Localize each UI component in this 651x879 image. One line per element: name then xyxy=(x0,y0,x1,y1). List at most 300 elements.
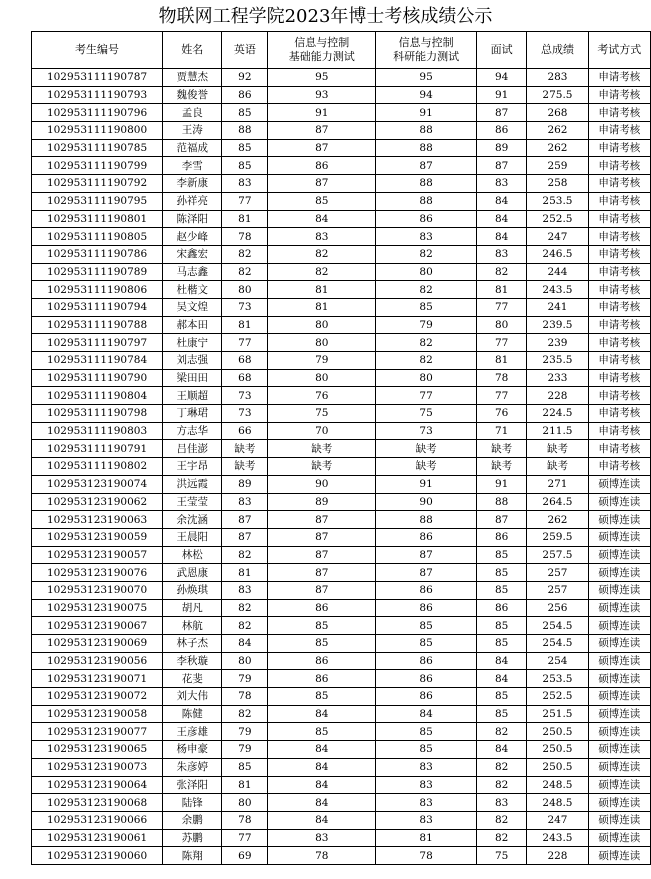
cell-id: 102953123190075 xyxy=(32,599,163,617)
table-row xyxy=(32,352,651,370)
cell-method: 申请考核 xyxy=(588,69,650,87)
cell-interview: 82 xyxy=(476,829,526,847)
header-interview: 面试 xyxy=(476,32,526,69)
cell-english: 78 xyxy=(222,688,268,706)
cell-name: 李新康 xyxy=(163,175,222,193)
cell-name: 余沈涵 xyxy=(163,511,222,529)
cell-name: 苏鹏 xyxy=(163,829,222,847)
cell-interview: 94 xyxy=(476,69,526,87)
cell-english: 80 xyxy=(222,281,268,299)
table-row xyxy=(32,175,651,193)
cell-english: 92 xyxy=(222,69,268,87)
cell-method: 申请考核 xyxy=(588,175,650,193)
cell-interview: 82 xyxy=(476,263,526,281)
cell-method: 硕博连读 xyxy=(588,847,650,865)
cell-total: 248.5 xyxy=(527,794,588,812)
cell-english: 83 xyxy=(222,175,268,193)
cell-research-test: 91 xyxy=(376,104,477,122)
cell-name: 杜楷文 xyxy=(163,281,222,299)
cell-id: 102953123190072 xyxy=(32,688,163,706)
cell-id: 102953123190065 xyxy=(32,741,163,759)
cell-basic-test: 89 xyxy=(268,493,376,511)
cell-total: 253.5 xyxy=(527,192,588,210)
cell-name: 贾慧杰 xyxy=(163,69,222,87)
cell-method: 硕博连读 xyxy=(588,758,650,776)
cell-total: 250.5 xyxy=(527,741,588,759)
cell-research-test: 85 xyxy=(376,617,477,635)
cell-basic-test: 87 xyxy=(268,511,376,529)
cell-english: 82 xyxy=(222,546,268,564)
table-row xyxy=(32,847,651,865)
cell-name: 孟良 xyxy=(163,104,222,122)
cell-total: 254.5 xyxy=(527,617,588,635)
cell-name: 吕佳澎 xyxy=(163,440,222,458)
cell-basic-test: 83 xyxy=(268,829,376,847)
cell-total: 233 xyxy=(527,369,588,387)
cell-research-test: 83 xyxy=(376,776,477,794)
table-row xyxy=(32,670,651,688)
cell-research-test: 81 xyxy=(376,829,477,847)
cell-interview: 82 xyxy=(476,723,526,741)
cell-interview: 81 xyxy=(476,352,526,370)
cell-basic-test: 84 xyxy=(268,210,376,228)
cell-total: 259.5 xyxy=(527,528,588,546)
cell-english: 66 xyxy=(222,422,268,440)
cell-english: 85 xyxy=(222,758,268,776)
cell-english: 85 xyxy=(222,139,268,157)
table-row xyxy=(32,794,651,812)
cell-name: 林松 xyxy=(163,546,222,564)
cell-method: 申请考核 xyxy=(588,334,650,352)
table-row xyxy=(32,440,651,458)
table-row xyxy=(32,635,651,653)
cell-name: 李雪 xyxy=(163,157,222,175)
table-row xyxy=(32,281,651,299)
table-row xyxy=(32,387,651,405)
cell-english: 82 xyxy=(222,263,268,281)
cell-basic-test: 76 xyxy=(268,387,376,405)
cell-id: 102953111190797 xyxy=(32,334,163,352)
cell-basic-test: 87 xyxy=(268,564,376,582)
cell-method: 申请考核 xyxy=(588,316,650,334)
cell-basic-test: 84 xyxy=(268,794,376,812)
cell-english: 78 xyxy=(222,228,268,246)
cell-name: 王彦雄 xyxy=(163,723,222,741)
cell-name: 陈泽阳 xyxy=(163,210,222,228)
header-basic-test xyxy=(268,32,376,69)
cell-method: 硕博连读 xyxy=(588,741,650,759)
cell-basic-test: 缺考 xyxy=(268,458,376,476)
header-id: 考生编号 xyxy=(32,32,163,69)
cell-research-test: 90 xyxy=(376,493,477,511)
cell-name: 陈翔 xyxy=(163,847,222,865)
cell-interview: 84 xyxy=(476,228,526,246)
cell-english: 77 xyxy=(222,192,268,210)
cell-id: 102953111190791 xyxy=(32,440,163,458)
cell-total: 257.5 xyxy=(527,546,588,564)
cell-id: 102953111190804 xyxy=(32,387,163,405)
cell-method: 申请考核 xyxy=(588,263,650,281)
cell-id: 102953123190059 xyxy=(32,528,163,546)
cell-interview: 71 xyxy=(476,422,526,440)
cell-basic-test: 80 xyxy=(268,334,376,352)
cell-id: 102953123190070 xyxy=(32,581,163,599)
cell-interview: 86 xyxy=(476,599,526,617)
cell-interview: 85 xyxy=(476,617,526,635)
table-row xyxy=(32,69,651,87)
table-row xyxy=(32,581,651,599)
cell-method: 申请考核 xyxy=(588,86,650,104)
cell-basic-test: 90 xyxy=(268,475,376,493)
table-row xyxy=(32,157,651,175)
cell-name: 孙焕琪 xyxy=(163,581,222,599)
cell-basic-test: 84 xyxy=(268,705,376,723)
cell-total: 275.5 xyxy=(527,86,588,104)
cell-english: 80 xyxy=(222,652,268,670)
cell-total: 211.5 xyxy=(527,422,588,440)
cell-method: 申请考核 xyxy=(588,122,650,140)
cell-name: 魏俊誉 xyxy=(163,86,222,104)
cell-research-test: 73 xyxy=(376,422,477,440)
table-body xyxy=(32,69,651,865)
cell-research-test: 87 xyxy=(376,157,477,175)
cell-total: 243.5 xyxy=(527,829,588,847)
cell-id: 102953123190061 xyxy=(32,829,163,847)
cell-total: 283 xyxy=(527,69,588,87)
cell-method: 硕博连读 xyxy=(588,652,650,670)
cell-total: 246.5 xyxy=(527,245,588,263)
cell-interview: 84 xyxy=(476,192,526,210)
header-basic-line2: 基础能力测试 xyxy=(288,50,355,63)
cell-research-test: 75 xyxy=(376,405,477,423)
table-row xyxy=(32,811,651,829)
cell-method: 申请考核 xyxy=(588,387,650,405)
cell-id: 102953111190786 xyxy=(32,245,163,263)
cell-method: 申请考核 xyxy=(588,405,650,423)
cell-research-test: 85 xyxy=(376,723,477,741)
cell-basic-test: 84 xyxy=(268,741,376,759)
cell-total: 缺考 xyxy=(527,440,588,458)
cell-basic-test: 81 xyxy=(268,281,376,299)
cell-name: 丁琳珺 xyxy=(163,405,222,423)
cell-interview: 84 xyxy=(476,670,526,688)
cell-basic-test: 85 xyxy=(268,192,376,210)
cell-english: 77 xyxy=(222,334,268,352)
table-row xyxy=(32,104,651,122)
cell-method: 申请考核 xyxy=(588,458,650,476)
cell-method: 硕博连读 xyxy=(588,617,650,635)
cell-research-test: 88 xyxy=(376,122,477,140)
cell-name: 余鹏 xyxy=(163,811,222,829)
cell-interview: 81 xyxy=(476,281,526,299)
cell-research-test: 78 xyxy=(376,847,477,865)
cell-interview: 85 xyxy=(476,705,526,723)
cell-research-test: 88 xyxy=(376,175,477,193)
cell-research-test: 82 xyxy=(376,352,477,370)
cell-total: 262 xyxy=(527,122,588,140)
cell-id: 102953111190785 xyxy=(32,139,163,157)
cell-method: 硕博连读 xyxy=(588,705,650,723)
cell-method: 申请考核 xyxy=(588,281,650,299)
cell-interview: 84 xyxy=(476,652,526,670)
cell-basic-test: 缺考 xyxy=(268,440,376,458)
cell-method: 硕博连读 xyxy=(588,599,650,617)
cell-interview: 86 xyxy=(476,528,526,546)
cell-id: 102953111190784 xyxy=(32,352,163,370)
cell-interview: 82 xyxy=(476,776,526,794)
table-row xyxy=(32,829,651,847)
cell-name: 梁田田 xyxy=(163,369,222,387)
cell-name: 宋鑫宏 xyxy=(163,245,222,263)
cell-research-test: 82 xyxy=(376,281,477,299)
page-title: 物联网工程学院2023年博士考核成绩公示 xyxy=(158,6,493,27)
cell-name: 马志鑫 xyxy=(163,263,222,281)
cell-english: 84 xyxy=(222,635,268,653)
cell-english: 85 xyxy=(222,157,268,175)
cell-id: 102953111190792 xyxy=(32,175,163,193)
cell-total: 259 xyxy=(527,157,588,175)
cell-basic-test: 86 xyxy=(268,652,376,670)
cell-name: 孙祥亮 xyxy=(163,192,222,210)
cell-id: 102953111190795 xyxy=(32,192,163,210)
cell-english: 69 xyxy=(222,847,268,865)
header-research-test xyxy=(376,32,477,69)
cell-research-test: 82 xyxy=(376,245,477,263)
cell-method: 硕博连读 xyxy=(588,528,650,546)
cell-english: 82 xyxy=(222,599,268,617)
cell-method: 硕博连读 xyxy=(588,794,650,812)
cell-english: 缺考 xyxy=(222,440,268,458)
table-row xyxy=(32,493,651,511)
cell-english: 85 xyxy=(222,104,268,122)
cell-interview: 84 xyxy=(476,741,526,759)
cell-basic-test: 91 xyxy=(268,104,376,122)
cell-total: 239.5 xyxy=(527,316,588,334)
cell-english: 81 xyxy=(222,210,268,228)
cell-english: 79 xyxy=(222,723,268,741)
cell-english: 81 xyxy=(222,564,268,582)
cell-english: 80 xyxy=(222,794,268,812)
cell-id: 102953111190794 xyxy=(32,298,163,316)
cell-method: 硕博连读 xyxy=(588,688,650,706)
cell-interview: 84 xyxy=(476,210,526,228)
cell-total: 239 xyxy=(527,334,588,352)
cell-research-test: 88 xyxy=(376,139,477,157)
cell-total: 244 xyxy=(527,263,588,281)
cell-basic-test: 82 xyxy=(268,263,376,281)
cell-english: 79 xyxy=(222,670,268,688)
cell-english: 79 xyxy=(222,741,268,759)
cell-interview: 85 xyxy=(476,581,526,599)
cell-method: 申请考核 xyxy=(588,298,650,316)
cell-name: 朱彦婷 xyxy=(163,758,222,776)
cell-id: 102953111190787 xyxy=(32,69,163,87)
header-method: 考试方式 xyxy=(588,32,650,69)
cell-id: 102953123190058 xyxy=(32,705,163,723)
cell-id: 102953123190071 xyxy=(32,670,163,688)
cell-english: 缺考 xyxy=(222,458,268,476)
cell-method: 申请考核 xyxy=(588,440,650,458)
cell-id: 102953111190788 xyxy=(32,316,163,334)
cell-basic-test: 87 xyxy=(268,528,376,546)
cell-interview: 91 xyxy=(476,475,526,493)
cell-research-test: 91 xyxy=(376,475,477,493)
cell-basic-test: 75 xyxy=(268,405,376,423)
cell-method: 硕博连读 xyxy=(588,635,650,653)
cell-interview: 87 xyxy=(476,157,526,175)
cell-method: 硕博连读 xyxy=(588,493,650,511)
cell-method: 申请考核 xyxy=(588,139,650,157)
cell-research-test: 82 xyxy=(376,334,477,352)
cell-name: 胡凡 xyxy=(163,599,222,617)
cell-interview: 75 xyxy=(476,847,526,865)
cell-basic-test: 70 xyxy=(268,422,376,440)
cell-interview: 89 xyxy=(476,139,526,157)
cell-interview: 76 xyxy=(476,405,526,423)
cell-total: 缺考 xyxy=(527,458,588,476)
table-row xyxy=(32,688,651,706)
cell-research-test: 85 xyxy=(376,298,477,316)
cell-name: 王晨阳 xyxy=(163,528,222,546)
cell-basic-test: 84 xyxy=(268,758,376,776)
cell-english: 81 xyxy=(222,776,268,794)
cell-total: 251.5 xyxy=(527,705,588,723)
cell-english: 78 xyxy=(222,811,268,829)
cell-id: 102953123190062 xyxy=(32,493,163,511)
cell-research-test: 79 xyxy=(376,316,477,334)
cell-interview: 83 xyxy=(476,794,526,812)
cell-id: 102953123190069 xyxy=(32,635,163,653)
cell-name: 王顺超 xyxy=(163,387,222,405)
cell-method: 硕博连读 xyxy=(588,546,650,564)
cell-interview: 86 xyxy=(476,122,526,140)
cell-name: 陆锋 xyxy=(163,794,222,812)
cell-id: 102953111190806 xyxy=(32,281,163,299)
cell-basic-test: 85 xyxy=(268,723,376,741)
cell-total: 268 xyxy=(527,104,588,122)
cell-id: 102953111190805 xyxy=(32,228,163,246)
cell-research-test: 77 xyxy=(376,387,477,405)
cell-name: 王宇昂 xyxy=(163,458,222,476)
cell-english: 87 xyxy=(222,511,268,529)
cell-method: 申请考核 xyxy=(588,228,650,246)
cell-id: 102953111190799 xyxy=(32,157,163,175)
cell-basic-test: 84 xyxy=(268,811,376,829)
cell-id: 102953111190796 xyxy=(32,104,163,122)
cell-basic-test: 83 xyxy=(268,228,376,246)
cell-research-test: 84 xyxy=(376,705,477,723)
cell-total: 224.5 xyxy=(527,405,588,423)
cell-total: 241 xyxy=(527,298,588,316)
header-basic-line1: 信息与控制 xyxy=(294,36,350,49)
cell-interview: 85 xyxy=(476,635,526,653)
cell-basic-test: 84 xyxy=(268,776,376,794)
cell-total: 262 xyxy=(527,139,588,157)
cell-english: 68 xyxy=(222,369,268,387)
cell-method: 硕博连读 xyxy=(588,564,650,582)
cell-id: 102953123190056 xyxy=(32,652,163,670)
cell-research-test: 80 xyxy=(376,369,477,387)
cell-id: 102953123190077 xyxy=(32,723,163,741)
cell-english: 82 xyxy=(222,617,268,635)
table-row xyxy=(32,316,651,334)
cell-research-test: 83 xyxy=(376,228,477,246)
cell-id: 102953123190060 xyxy=(32,847,163,865)
cell-interview: 88 xyxy=(476,493,526,511)
cell-interview: 82 xyxy=(476,811,526,829)
table-row xyxy=(32,334,651,352)
cell-basic-test: 85 xyxy=(268,688,376,706)
cell-basic-test: 86 xyxy=(268,670,376,688)
cell-interview: 85 xyxy=(476,688,526,706)
cell-research-test: 86 xyxy=(376,688,477,706)
cell-name: 武恩康 xyxy=(163,564,222,582)
table-row xyxy=(32,564,651,582)
cell-total: 252.5 xyxy=(527,210,588,228)
cell-total: 254.5 xyxy=(527,635,588,653)
cell-research-test: 95 xyxy=(376,69,477,87)
cell-name: 吴文煌 xyxy=(163,298,222,316)
cell-interview: 80 xyxy=(476,316,526,334)
cell-english: 77 xyxy=(222,829,268,847)
cell-interview: 83 xyxy=(476,245,526,263)
cell-english: 88 xyxy=(222,122,268,140)
cell-research-test: 85 xyxy=(376,741,477,759)
cell-research-test: 94 xyxy=(376,86,477,104)
cell-name: 林子杰 xyxy=(163,635,222,653)
cell-basic-test: 87 xyxy=(268,122,376,140)
cell-interview: 87 xyxy=(476,511,526,529)
cell-name: 李秋璇 xyxy=(163,652,222,670)
table-row xyxy=(32,192,651,210)
cell-method: 申请考核 xyxy=(588,422,650,440)
cell-english: 68 xyxy=(222,352,268,370)
table-header-row xyxy=(32,32,651,69)
table-row xyxy=(32,511,651,529)
cell-research-test: 88 xyxy=(376,192,477,210)
cell-english: 81 xyxy=(222,316,268,334)
cell-name: 花斐 xyxy=(163,670,222,688)
cell-research-test: 86 xyxy=(376,581,477,599)
table-row xyxy=(32,369,651,387)
cell-total: 243.5 xyxy=(527,281,588,299)
table-row xyxy=(32,652,651,670)
table-row xyxy=(32,86,651,104)
cell-id: 102953123190068 xyxy=(32,794,163,812)
cell-basic-test: 87 xyxy=(268,139,376,157)
cell-english: 83 xyxy=(222,493,268,511)
table-row xyxy=(32,263,651,281)
cell-basic-test: 86 xyxy=(268,599,376,617)
cell-interview: 87 xyxy=(476,104,526,122)
cell-english: 83 xyxy=(222,581,268,599)
cell-total: 250.5 xyxy=(527,758,588,776)
cell-interview: 82 xyxy=(476,758,526,776)
table-row xyxy=(32,122,651,140)
table-row xyxy=(32,210,651,228)
cell-id: 102953123190066 xyxy=(32,811,163,829)
cell-interview: 91 xyxy=(476,86,526,104)
cell-id: 102953123190076 xyxy=(32,564,163,582)
cell-name: 杜康宁 xyxy=(163,334,222,352)
cell-english: 82 xyxy=(222,705,268,723)
cell-method: 申请考核 xyxy=(588,104,650,122)
cell-method: 硕博连读 xyxy=(588,811,650,829)
cell-research-test: 83 xyxy=(376,794,477,812)
cell-interview: 77 xyxy=(476,298,526,316)
cell-method: 硕博连读 xyxy=(588,829,650,847)
cell-english: 73 xyxy=(222,405,268,423)
